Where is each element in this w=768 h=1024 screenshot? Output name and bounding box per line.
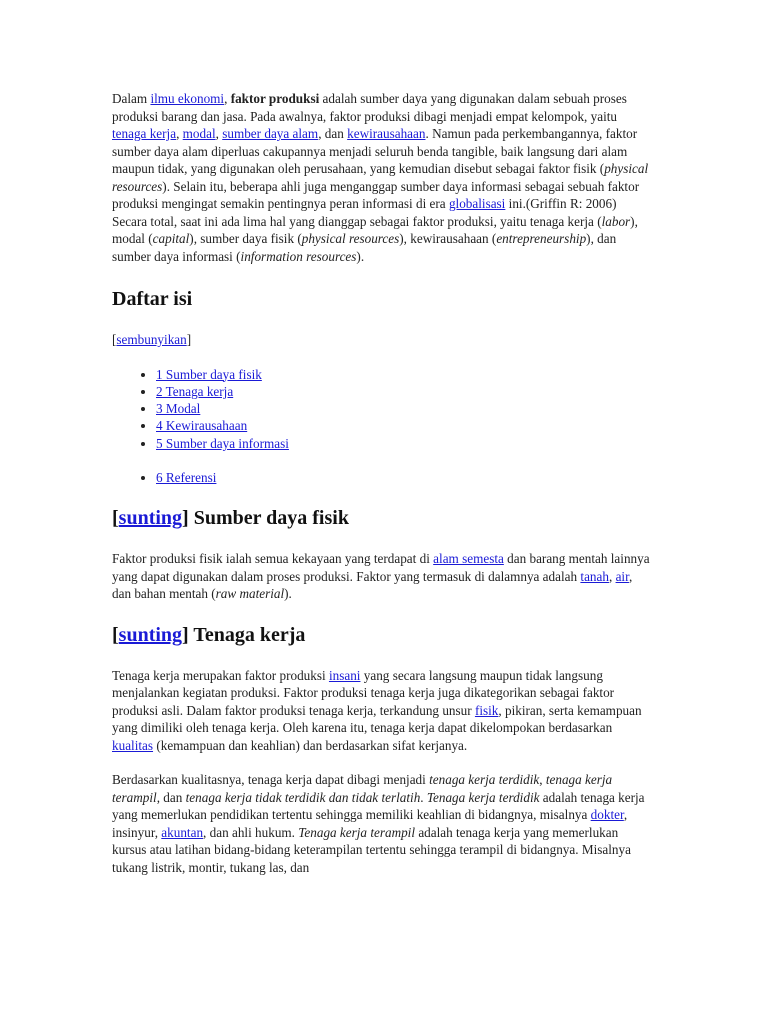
toc-link-referensi[interactable]: 6 Referensi: [156, 469, 217, 485]
body-text: (kemampuan dan keahlian) dan berdasarkan sifat kerjanya.: [153, 737, 468, 753]
edit-link[interactable]: sunting: [118, 507, 183, 530]
body-text: adalah tenaga kerja yang memerlukan pendidikan tertentu sehingga memiliki keahlian di bidangnya, misalnya: [112, 789, 645, 823]
intro-paragraph: [112, 90, 652, 265]
italic-term: tenaga kerja terdidik: [429, 772, 540, 788]
italic-term: entrepreneurship: [496, 231, 587, 246]
body-text: ,: [608, 568, 616, 584]
sumber-daya-fisik-paragraph: [112, 550, 652, 603]
intro-text: ,: [215, 126, 223, 141]
intro-text: ). Selain itu, beberapa ahli juga menganggap sumber daya informasi sebagai sebuah faktor produksi mengingat semakin pentingnya peran informasi di era: [112, 178, 640, 211]
toc-item: [156, 366, 652, 383]
link-globalisasi[interactable]: globalisasi: [448, 196, 506, 211]
link-kualitas[interactable]: kualitas: [112, 737, 154, 753]
intro-text: ), sumber daya fisik (: [189, 231, 302, 246]
link-sumber-daya-alam[interactable]: sumber daya alam: [222, 126, 319, 141]
link-air[interactable]: air: [615, 568, 629, 584]
bold-faktor-produksi: faktor produksi: [230, 91, 320, 106]
bracket: ]: [182, 507, 189, 530]
intro-text: ini.(Griffin R: 2006) Secara total, saat ini ada lima hal yang dianggap sebagai faktor produksi, yaitu tenaga kerja (: [112, 196, 617, 229]
section-title: Tenaga kerja: [188, 623, 306, 646]
body-text: ,: [539, 772, 546, 788]
italic-term: raw material: [215, 586, 285, 602]
italic-term: information resources: [240, 248, 357, 264]
intro-text: . Namun pada perkembangannya, faktor sumber daya alam diperluas cakupannya menjadi seluruh benda tangible, baik langsung dari alam maupun tidak, yang digunakan oleh perusahaan, yang kemudian disebut sebagai faktor fisik (: [112, 126, 638, 176]
article: [112, 90, 652, 893]
section-heading-sumber-daya-fisik: [112, 506, 652, 530]
section-title: Sumber daya fisik: [188, 507, 349, 530]
tenaga-kerja-paragraph-1: [112, 667, 652, 755]
toc-item: [156, 417, 652, 434]
tenaga-kerja-paragraph-2: [112, 771, 652, 876]
body-text: , pikiran, serta kemampuan yang dimiliki oleh tenaga kerja. Oleh karena itu, tenaga kerja dapat dikelompokan berdasarkan: [112, 702, 642, 736]
link-modal[interactable]: modal: [182, 126, 216, 141]
body-text: , dan ahli hukum.: [203, 824, 299, 840]
toc-hide-link[interactable]: sembunyikan: [116, 332, 187, 347]
body-text: yang secara langsung maupun tidak langsung menjalankan kegiatan produksi. Faktor produksi tenaga kerja juga dikategorikan sebagai faktor produksi asli. Dalam faktor produksi tenaga kerja, terkandung unsur: [112, 667, 615, 718]
link-fisik[interactable]: fisik: [474, 702, 499, 718]
bracket: [: [112, 332, 117, 347]
toc-item: [156, 400, 652, 417]
link-alam-semesta[interactable]: alam semesta: [433, 551, 504, 567]
bracket: ]: [186, 332, 192, 347]
toc-item: [156, 383, 652, 400]
link-ilmu-ekonomi[interactable]: ilmu ekonomi: [150, 91, 225, 106]
bracket: ]: [182, 623, 189, 646]
body-text: Tenaga kerja merupakan faktor produksi: [112, 667, 329, 683]
intro-text: Dalam: [112, 91, 151, 106]
toc-toggle: [112, 331, 652, 349]
toc-link-modal[interactable]: 3 Modal: [156, 401, 201, 417]
link-akuntan[interactable]: akuntan: [161, 824, 204, 840]
italic-term: capital: [152, 231, 190, 246]
italic-term: tenaga kerja tidak terdidik dan tidak terlatih: [185, 789, 421, 805]
toc-item: [156, 469, 652, 486]
intro-text: ), dan sumber daya informasi (: [112, 231, 617, 264]
link-kewirausahaan[interactable]: kewirausahaan: [347, 126, 426, 141]
toc-link-sumber-daya-fisik[interactable]: 1 Sumber daya fisik: [156, 366, 262, 382]
intro-text: ,: [176, 126, 183, 141]
body-text: ).: [284, 586, 292, 602]
toc-list: [112, 366, 652, 452]
body-text: .: [420, 789, 427, 805]
intro-text: ), modal (: [112, 213, 638, 246]
toc-link-kewirausahaan[interactable]: 4 Kewirausahaan: [156, 418, 248, 434]
body-text: adalah tenaga kerja yang memerlukan kursus atau latihan bidang-bidang keterampilan tertentu sehingga terampil di bidangnya. Misalnya tukang listrik, montir, tukang las, dan: [112, 824, 631, 875]
italic-term: tenaga kerja terampil: [112, 772, 613, 805]
edit-bracket: [112, 624, 189, 646]
link-tanah[interactable]: tanah: [580, 568, 609, 584]
italic-term: labor: [601, 213, 631, 229]
link-insani[interactable]: insani: [328, 667, 361, 683]
toc-link-tenaga-kerja[interactable]: 2 Tenaga kerja: [156, 383, 234, 399]
toc-link-sumber-daya-informasi[interactable]: 5 Sumber daya informasi: [156, 435, 289, 451]
intro-text: ).: [356, 248, 365, 264]
body-text: , dan: [156, 789, 186, 805]
body-text: , dan bahan mentah (: [112, 568, 633, 602]
edit-link[interactable]: sunting: [118, 623, 183, 646]
toc-item: [156, 435, 652, 452]
intro-text: ,: [224, 91, 231, 106]
italic-term: physical resources: [301, 231, 400, 246]
body-text: Berdasarkan kualitasnya, tenaga kerja dapat dibagi menjadi: [112, 772, 430, 788]
link-tenaga-kerja[interactable]: tenaga kerja: [112, 126, 177, 141]
toc-list-2: [112, 469, 652, 486]
intro-text: adalah sumber daya yang digunakan dalam sebuah proses produksi barang dan jasa. Pada awalnya, faktor produksi dibagi menjadi empat kelompok, yaitu: [112, 91, 627, 124]
intro-text: , dan: [318, 126, 348, 141]
bracket: [: [112, 507, 119, 530]
body-text: dan barang mentah lainnya yang dapat digunakan dalam proses produksi. Faktor yang termasuk di dalamnya adalah: [112, 551, 650, 584]
italic-term: Tenaga kerja terampil: [298, 824, 416, 840]
italic-term: Tenaga kerja terdidik: [426, 789, 540, 805]
link-dokter[interactable]: dokter: [590, 807, 624, 823]
intro-text: ), kewirausahaan (: [399, 231, 497, 246]
body-text: Faktor produksi fisik ialah semua kekayaan yang terdapat di: [112, 551, 434, 567]
italic-term: physical resources: [112, 161, 649, 194]
body-text: , insinyur,: [112, 807, 628, 840]
edit-bracket: [112, 507, 189, 529]
bracket: [: [112, 623, 119, 646]
section-heading-tenaga-kerja: [112, 623, 652, 647]
toc-title: Daftar isi: [112, 288, 193, 310]
